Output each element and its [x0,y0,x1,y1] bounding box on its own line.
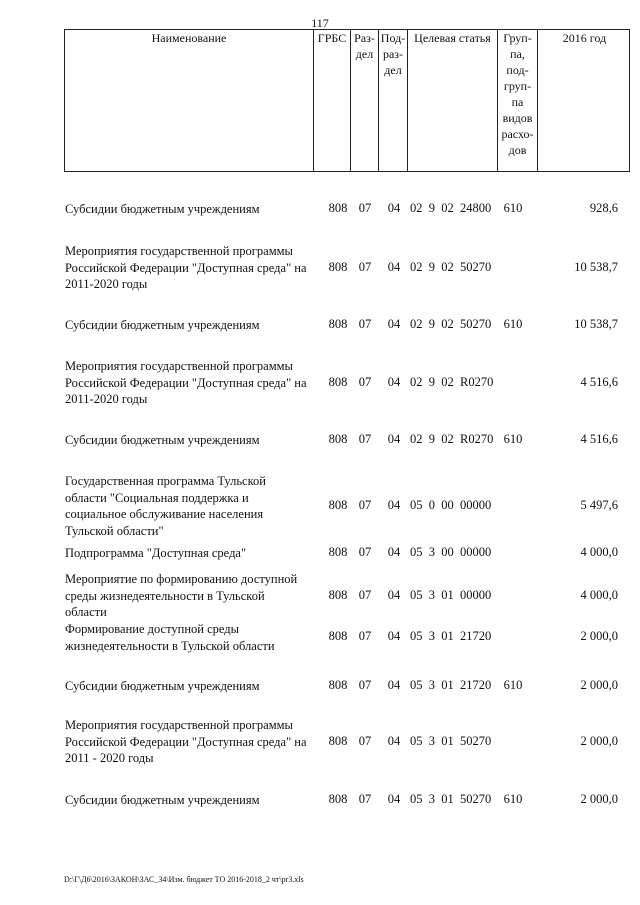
row-grbs: 808 [328,201,348,215]
row-name-line: Субсидии бюджетным учреждениям [65,202,260,216]
row-target-article: 02 9 02 24800 [410,201,492,215]
header-podrazdel-line: Под- [380,31,406,45]
header-name [65,30,314,171]
row-name [65,792,315,809]
row-target-article: 05 3 00 00000 [410,545,492,559]
row-grbs: 808 [328,317,348,331]
row-name-line: Государственная программа Тульской [65,474,266,488]
row-name-line: Субсидии бюджетным учреждениям [65,793,260,807]
row-name [65,621,315,654]
row-amount-2016: 2 000,0 [580,629,618,644]
row-name [65,717,315,767]
header-vid-line: дов [508,143,527,157]
row-grbs: 808 [328,374,348,389]
row-target-article: 05 3 01 50270 [410,733,492,748]
row-podrazdel: 04 [387,374,401,389]
row-podrazdel: 04 [387,545,401,559]
row-amount-2016: 10 538,7 [574,259,618,274]
header-podrazdel [379,30,408,171]
row-name-line: жизнедеятельности в Тульской области [65,638,275,653]
header-vid-line: расхо- [501,127,534,141]
row-name [65,473,315,539]
row-name-line: области "Социальная поддержка и [65,490,249,505]
row-amount-2016: 2 000,0 [580,678,618,692]
row-razdel: 07 [358,678,372,692]
row-target-article: 02 9 02 50270 [410,317,492,331]
header-podrazdel-line: дел [384,63,402,77]
row-target-article: 02 9 02 R0270 [410,432,494,446]
row-podrazdel: 04 [387,587,401,602]
row-name-line: Мероприятия государственной программы [65,244,293,258]
row-name-line: 2011 - 2020 годы [65,751,154,765]
row-razdel: 07 [358,497,372,512]
row-grbs: 808 [328,678,348,692]
row-name [65,571,315,621]
row-amount-2016: 4 000,0 [580,587,618,602]
row-grbs: 808 [328,792,348,806]
row-name [65,201,315,218]
header-podrazdel-line: раз- [382,47,404,61]
row-expense-type: 610 [503,678,523,692]
row-podrazdel: 04 [387,678,401,692]
header-tsel-label: Целевая статья [414,31,491,45]
header-vid [498,30,538,171]
header-vid-line: груп- [503,79,532,93]
row-podrazdel: 04 [387,201,401,215]
row-razdel: 07 [358,374,372,389]
row-razdel: 07 [358,545,372,559]
header-vid-line: видов [502,111,533,125]
row-name-line: Мероприятия государственной программы [65,718,293,732]
header-razdel [351,30,379,171]
file-path-footer: D:\Г\Д6\2016\ЗАКОН\ЗАС_34\Изм. бюджет ТО 2016-2018_2 чт\pr3.xls [64,875,304,884]
row-name-line: Субсидии бюджетным учреждениям [65,679,260,693]
header-vid-line: Груп- [503,31,532,45]
row-grbs: 808 [328,432,348,446]
row-name-line: Мероприятия государственной программы [65,359,293,373]
row-name-line: Российской Федерации "Доступная среда" на [65,734,307,749]
row-podrazdel: 04 [387,259,401,274]
row-grbs: 808 [328,733,348,748]
table-header [64,29,630,172]
row-name [65,243,315,293]
row-amount-2016: 2 000,0 [580,733,618,748]
header-grbs-label: ГРБС [317,31,347,45]
row-name-line: Субсидии бюджетным учреждениям [65,318,260,332]
header-year [538,30,631,171]
row-name-line: Субсидии бюджетным учреждениям [65,433,260,447]
row-amount-2016: 928,6 [589,201,618,215]
row-expense-type: 610 [503,201,523,215]
header-tsel [408,30,498,171]
row-grbs: 808 [328,497,348,512]
row-razdel: 07 [358,587,372,602]
row-grbs: 808 [328,629,348,644]
row-name-line: среды жизнедеятельности в Тульской [65,588,265,603]
row-razdel: 07 [358,432,372,446]
row-razdel: 07 [358,792,372,806]
row-name-line: Российской Федерации "Доступная среда" на [65,375,307,390]
row-expense-type: 610 [503,317,523,331]
row-razdel: 07 [358,317,372,331]
row-grbs: 808 [328,587,348,602]
row-amount-2016: 2 000,0 [580,792,618,806]
row-grbs: 808 [328,545,348,559]
row-expense-type: 610 [503,432,523,446]
row-razdel: 07 [358,629,372,644]
row-amount-2016: 10 538,7 [574,317,618,331]
row-podrazdel: 04 [387,733,401,748]
row-podrazdel: 04 [387,497,401,512]
row-name-line: социальное обслуживание населения [65,507,264,521]
row-name-line: 2011-2020 годы [65,277,148,291]
row-name [65,358,315,408]
row-grbs: 808 [328,259,348,274]
row-target-article: 05 0 00 00000 [410,497,492,512]
row-name-line: 2011-2020 годы [65,392,148,406]
row-name-line: Тульской области" [65,523,164,538]
row-name [65,678,315,695]
row-name-line: Российской Федерации "Доступная среда" на [65,260,307,275]
row-name-line: Подпрограмма "Доступная среда" [65,546,247,560]
header-grbs [314,30,351,171]
row-target-article: 05 3 01 21720 [410,678,492,692]
row-target-article: 05 3 01 21720 [410,629,492,644]
row-name-line: Формирование доступной среды [65,622,240,636]
row-razdel: 07 [358,201,372,215]
row-name-line: Мероприятие по формированию доступной [65,572,298,586]
row-name [65,432,315,449]
header-vid-line: под- [506,63,529,77]
row-podrazdel: 04 [387,432,401,446]
page-number: 117 [311,16,329,30]
row-podrazdel: 04 [387,792,401,806]
header-razdel-line: дел [355,47,374,61]
row-razdel: 07 [358,259,372,274]
row-target-article: 02 9 02 R0270 [410,374,494,389]
header-vid-line: па, [510,47,525,61]
row-name [65,545,315,562]
header-vid-line: па [511,95,524,109]
header-razdel-line: Раз- [354,31,375,45]
row-target-article: 05 3 01 00000 [410,587,492,602]
row-expense-type: 610 [503,792,523,806]
header-year-label: 2016 год [562,31,607,45]
row-razdel: 07 [358,733,372,748]
row-name-line: области [65,605,107,619]
row-name [65,317,315,334]
row-amount-2016: 4 516,6 [580,374,618,389]
row-amount-2016: 5 497,6 [580,497,618,512]
header-name-label: Наименование [151,31,227,45]
row-amount-2016: 4 000,0 [580,545,618,559]
row-target-article: 05 3 01 50270 [410,792,492,806]
row-target-article: 02 9 02 50270 [410,259,492,274]
row-podrazdel: 04 [387,629,401,644]
row-amount-2016: 4 516,6 [580,432,618,446]
row-podrazdel: 04 [387,317,401,331]
